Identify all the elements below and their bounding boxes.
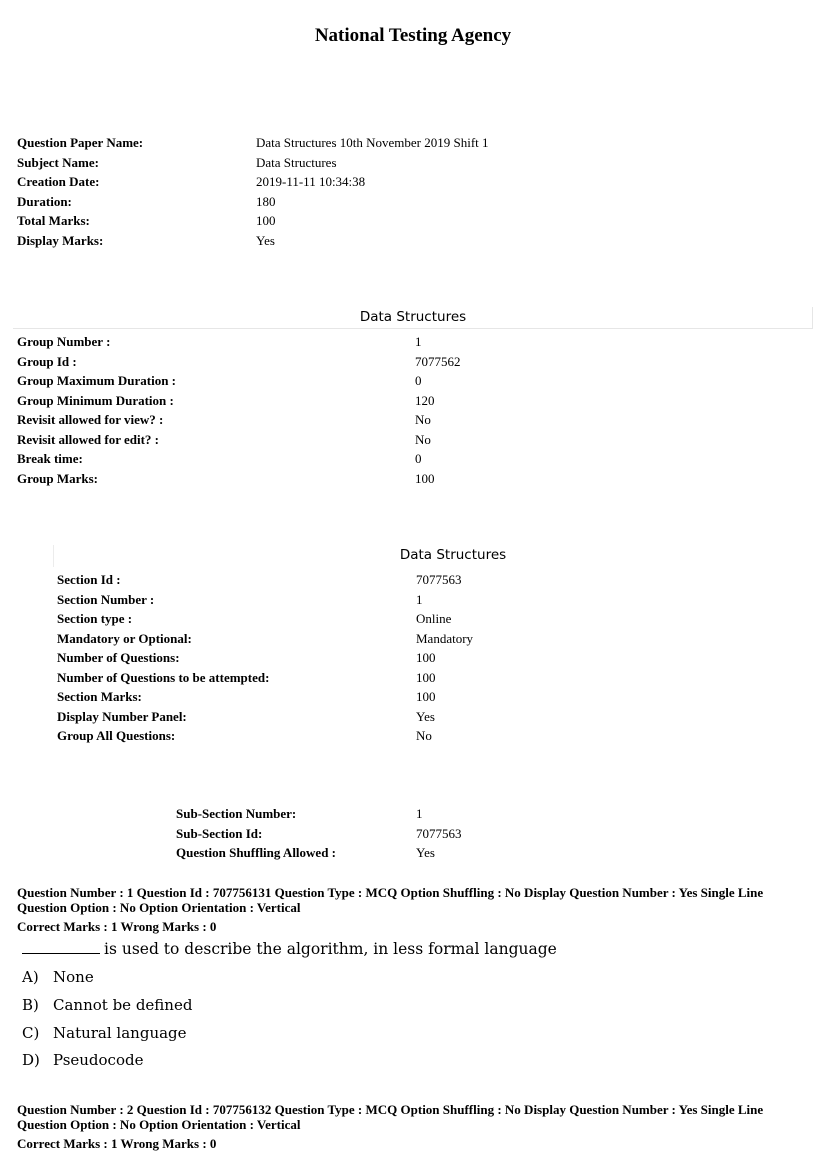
option-label: A) [22, 968, 39, 986]
group-info-table [17, 332, 461, 488]
section-info-row [57, 726, 473, 746]
info-value: 100 [415, 470, 435, 486]
section-info-row [57, 687, 473, 707]
info-key: Section Number : [57, 591, 155, 607]
info-value: Data Structures 10th November 2019 Shift 1 [256, 135, 489, 150]
section-info-row [57, 609, 473, 629]
info-key: Group Minimum Duration : [17, 392, 174, 408]
info-value: Online [416, 611, 452, 626]
info-key: Duration: [17, 193, 72, 209]
section-info-row [57, 648, 473, 668]
subsection-info-row [176, 824, 462, 844]
info-key: Sub-Section Id: [176, 825, 263, 841]
option-text: None [53, 968, 94, 986]
section-info-table [57, 570, 473, 746]
info-key: Group Number : [17, 334, 111, 349]
info-value: 180 [256, 193, 276, 209]
paper-info-row [17, 192, 489, 212]
paper-info-row [17, 172, 489, 192]
option-d [22, 1051, 143, 1069]
paper-info-row [17, 211, 489, 231]
info-value: Mandatory [416, 630, 474, 646]
info-value: 1 [416, 806, 423, 821]
info-key: Revisit allowed for view? : [17, 412, 164, 427]
group-info-row [17, 449, 461, 469]
info-key: Question Paper Name: [17, 135, 144, 150]
info-key: Revisit allowed for edit? : [17, 431, 160, 447]
info-value: 7077563 [416, 825, 462, 841]
page-title: National Testing Agency [314, 25, 512, 46]
subsection-info-row [176, 804, 462, 824]
info-key: Subject Name: [17, 154, 99, 170]
info-key: Group Maximum Duration : [17, 373, 177, 388]
section-info-row [57, 629, 473, 649]
info-value: 0 [415, 451, 422, 466]
subsection-info-table [176, 804, 462, 863]
info-value: Yes [416, 708, 435, 724]
info-value: Yes [256, 232, 275, 248]
group-info-row [17, 469, 461, 489]
group-info-row [17, 410, 461, 430]
question-header: Question Number : 1 Question Id : 707756131 Question Type : MCQ Option Shuffling : No Display Question Number : Yes Single Line Question Option : No Option Orientation : Vertical [17, 885, 764, 915]
group-info-row [17, 430, 461, 450]
info-key: Display Number Panel: [57, 708, 187, 724]
option-label: C) [22, 1024, 40, 1042]
question-text [22, 940, 557, 958]
answer-blank [22, 940, 100, 954]
paper-info-row [17, 133, 489, 153]
option-text: Cannot be defined [53, 996, 193, 1014]
question-marks: Correct Marks : 1 Wrong Marks : 0 [17, 919, 217, 934]
info-value: No [415, 431, 431, 447]
section-title: Data Structures [399, 547, 507, 563]
info-value: 100 [416, 650, 436, 665]
group-info-row [17, 352, 461, 372]
info-value: 100 [416, 689, 436, 704]
section-info-row [57, 570, 473, 590]
option-c [22, 1024, 187, 1042]
info-value: No [416, 728, 432, 743]
info-key: Group Id : [17, 353, 77, 369]
group-info-row [17, 332, 461, 352]
info-value: 1 [415, 334, 422, 349]
info-key: Break time: [17, 451, 83, 466]
info-value: 7077563 [416, 572, 462, 587]
info-key: Number of Questions to be attempted: [57, 669, 270, 685]
question-marks: Correct Marks : 1 Wrong Marks : 0 [17, 1136, 217, 1151]
section-info-row [57, 590, 473, 610]
info-value: 2019-11-11 10:34:38 [256, 174, 366, 189]
info-key: Total Marks: [17, 213, 90, 228]
info-key: Section Marks: [57, 689, 142, 704]
info-value: 100 [416, 669, 436, 685]
section-info-row [57, 668, 473, 688]
info-key: Sub-Section Number: [176, 806, 297, 821]
paper-info-table [17, 133, 489, 250]
group-info-row [17, 371, 461, 391]
option-label: B) [22, 996, 39, 1014]
info-key: Mandatory or Optional: [57, 630, 192, 646]
info-value: 120 [415, 392, 435, 408]
info-value: Yes [416, 845, 435, 860]
option-b [22, 996, 192, 1014]
group-info-row [17, 391, 461, 411]
info-value: 100 [256, 213, 276, 228]
subsection-info-row [176, 843, 462, 863]
group-title: Data Structures [359, 309, 467, 325]
info-value: 0 [415, 373, 422, 388]
section-info-row [57, 707, 473, 727]
info-key: Number of Questions: [57, 650, 180, 665]
info-value: 1 [416, 591, 423, 607]
paper-info-row [17, 153, 489, 173]
info-value: Data Structures [256, 154, 337, 170]
option-text: Natural language [53, 1024, 187, 1042]
info-key: Group All Questions: [57, 728, 176, 743]
info-value: 7077562 [415, 353, 461, 369]
question-text-body: is used to describe the algorithm, in less formal language [104, 940, 557, 958]
question-header: Question Number : 2 Question Id : 707756132 Question Type : MCQ Option Shuffling : No Display Question Number : Yes Single Line Question Option : No Option Orientation : Vertical [17, 1102, 764, 1132]
option-a [22, 968, 94, 986]
info-key: Section type : [57, 611, 133, 626]
paper-info-row [17, 231, 489, 251]
info-key: Creation Date: [17, 174, 100, 189]
option-text: Pseudocode [53, 1051, 144, 1069]
info-key: Display Marks: [17, 232, 104, 248]
info-value: No [415, 412, 431, 427]
option-label: D) [22, 1051, 40, 1069]
info-key: Section Id : [57, 572, 121, 587]
info-key: Question Shuffling Allowed : [176, 845, 337, 860]
info-key: Group Marks: [17, 470, 99, 486]
